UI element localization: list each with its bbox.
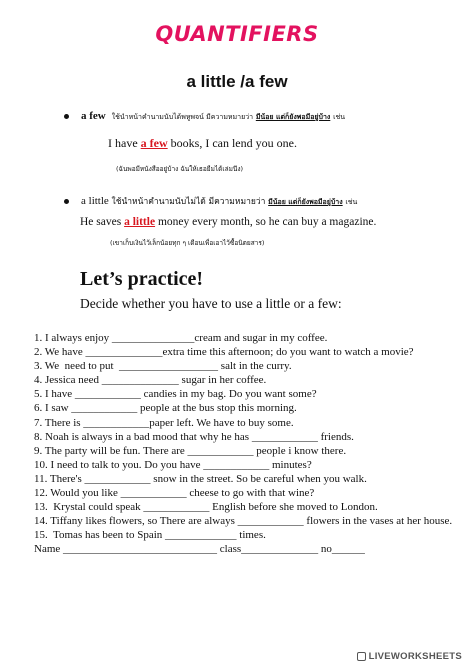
example-a-few (108, 136, 297, 151)
rule-term: a little (81, 195, 109, 207)
example-text-end: books, I can lend you one. (167, 136, 297, 150)
example-highlight: a few (140, 136, 168, 150)
rule-description: ใช้นำหน้าคำนามนับไม่ได้ มีความหมายว่า (111, 197, 266, 207)
page-title: QUANTIFIERS (155, 22, 319, 46)
exercise-item: 5. I have ____________ candies in my bag. Do you want some? (34, 388, 317, 401)
rule-suffix: เช่น (333, 113, 345, 121)
logo-text: LIVEWORKSHEETS (368, 651, 462, 662)
instruction-text: Decide whether you have to use a little or a few: (80, 296, 342, 311)
exercise-item: 12. Would you like ____________ cheese to go with that wine? (34, 487, 315, 500)
translation-a-little: (เขาเก็บเงินไว้เล็กน้อยทุก ๆ เดือนเพื่อเอาไว้ซื้อนิตยสาร) (110, 239, 265, 247)
name-class-line: Name ____________________________ class______________ no______ (34, 543, 365, 556)
rule-suffix: เช่น (345, 198, 358, 206)
rule-a-few (64, 110, 345, 123)
rule-description: ใช้นำหน้าคำนามนับได้พหูพจน์ มีความหมายว่า (111, 113, 254, 121)
exercise-item: 10. I need to talk to you. Do you have ____________ minutes? (34, 458, 312, 471)
exercise-item: 9. The party will be fun. There are ____________ people i know there. (34, 444, 347, 457)
rule-term: a few (81, 110, 106, 122)
example-text-end: money every month, so he can buy a magazine. (155, 216, 377, 228)
liveworksheets-logo (357, 651, 462, 662)
exercise-item: 6. I saw ____________ people at the bus stop this morning. (34, 402, 297, 415)
exercise-item: 3. We need to put __________________ salt in the curry. (34, 360, 292, 373)
example-a-little (80, 216, 376, 228)
exercise-item: 1. I always enjoy _______________cream and sugar in my coffee. (34, 332, 328, 344)
bullet-dot (64, 199, 69, 204)
translation-a-few: (ฉันพอมีหนังสืออยู่บ้าง ฉันให้เธอยืมได้เล่มนึง) (116, 165, 244, 173)
exercise-item: 7. There is ____________paper left. We have to buy some. (34, 416, 294, 429)
exercise-list (34, 331, 464, 557)
exercise-item: 15. Tomas has been to Spain _____________ times. (34, 529, 266, 542)
bullet-dot (64, 114, 69, 119)
rule-meaning: มีน้อย แต่ก็ยังพอมีอยู่บ้าง (268, 198, 343, 206)
exercise-item: 2. We have ______________extra time this afternoon; do you want to watch a movie? (34, 346, 414, 359)
rule-a-little (64, 194, 357, 208)
practice-heading: Let’s practice! (80, 268, 204, 290)
exercise-item: 4. Jessica need ______________ sugar in her coffee. (34, 374, 267, 387)
rule-meaning: มีน้อย แต่ก็ยังพอมีอยู่บ้าง (255, 113, 331, 121)
exercise-item: 13. Krystal could speak ____________ English before she moved to London. (34, 501, 378, 514)
exercise-item: 8. Noah is always in a bad mood that why he has ____________ friends. (34, 430, 354, 443)
example-text-start: I have (108, 136, 141, 150)
exercise-item: 11. There's ____________ snow in the street. So be careful when you walk. (34, 472, 367, 485)
exercise-item: 14. Tiffany likes flowers, so There are always ____________ flowers in the vases at her house. (34, 515, 453, 528)
logo-icon (357, 652, 366, 661)
example-text-start: He saves (80, 216, 125, 228)
section-subtitle: a little /a few (186, 72, 288, 91)
example-highlight: a little (124, 216, 156, 228)
